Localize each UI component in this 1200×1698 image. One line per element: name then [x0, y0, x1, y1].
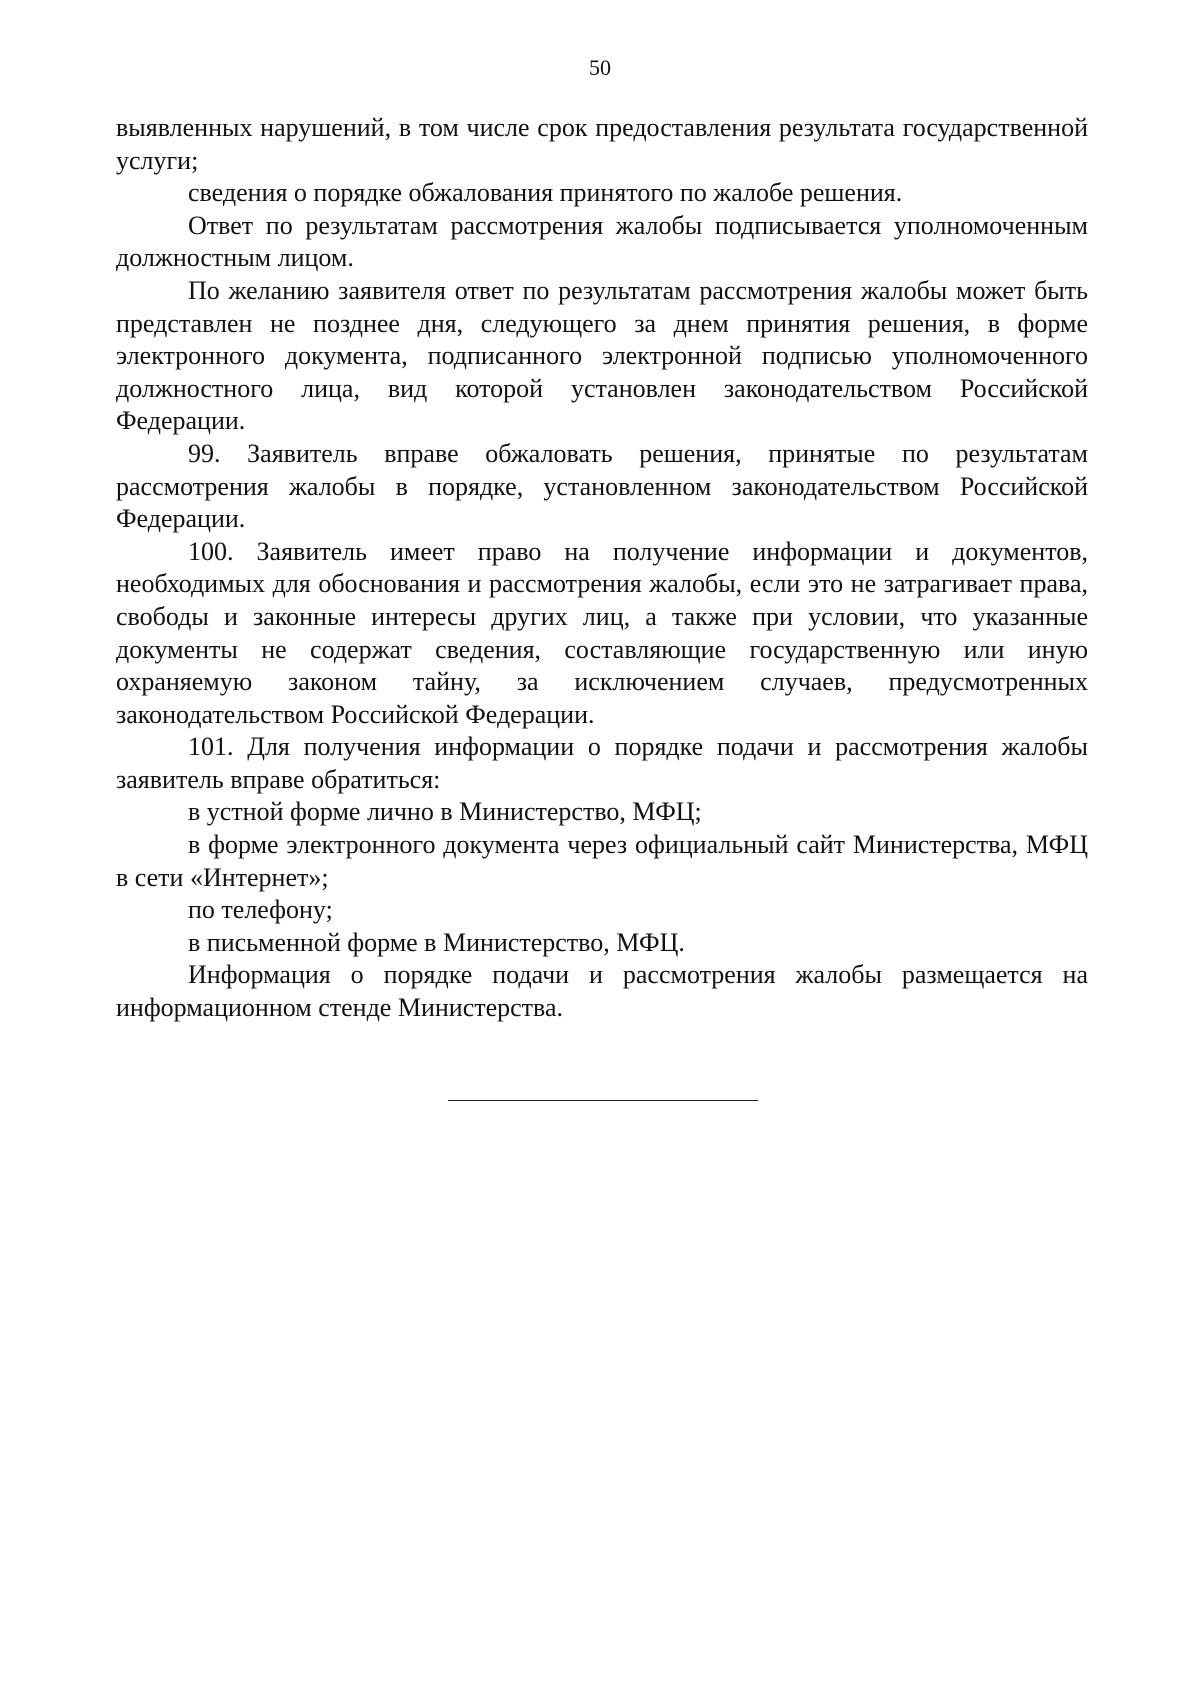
- page-number: 50: [589, 55, 611, 80]
- paragraph-appeal-procedure-info: сведения о порядке обжалования принятого по жалобе решения.: [188, 178, 903, 208]
- document-body: [116, 112, 1088, 1025]
- paragraph-electronic-answer: По желанию заявителя ответ по результатам рассмотрения жалобы может быть представлен не позднее дня, следующего за днем принятия решения, в форме электронного документа, подписанного электронной подписью уполномоченного должностного лица, вид которой установлен законодательством Российской Федерации.: [116, 275, 1088, 436]
- list-item-written-form: в письменной форме в Министерство, МФЦ.: [188, 927, 685, 957]
- list-item-oral-form: в устной форме лично в Министерство, МФЦ;: [188, 797, 702, 827]
- paragraph-item-99: 99. Заявитель вправе обжаловать решения, принятые по результатам рассмотрения жалобы в порядке, установленном законодательством Российской Федерации.: [116, 438, 1088, 534]
- list-item-electronic-form: в форме электронного документа через официальный сайт Министерства, МФЦ в сети «Интернет»;: [116, 830, 1088, 892]
- list-item-phone: по телефону;: [188, 895, 333, 925]
- paragraph-item-101: 101. Для получения информации о порядке подачи и рассмотрения жалобы заявитель вправе обратиться:: [116, 732, 1088, 794]
- paragraph-info-stand: Информация о порядке подачи и рассмотрения жалобы размещается на информационном стенде Министерства.: [116, 960, 1088, 1023]
- end-of-document-rule: [448, 1100, 758, 1101]
- paragraph-continuation: выявленных нарушений, в том числе срок предоставления результата государственной услуги;: [116, 113, 1088, 175]
- paragraph-item-100: 100. Заявитель имеет право на получение информации и документов, необходимых для обоснования и рассмотрения жалобы, если это не затрагивает права, свободы и законные интересы других лиц, а также при условии, что указанные документы не содержат сведения, составляющие государственную или иную охраняемую законом тайну, за исключением случаев, предусмотренных законодательством Российской Федерации.: [116, 536, 1088, 729]
- paragraph-answer-signed: Ответ по результатам рассмотрения жалобы подписывается уполномоченным должностным лицом.: [116, 210, 1088, 273]
